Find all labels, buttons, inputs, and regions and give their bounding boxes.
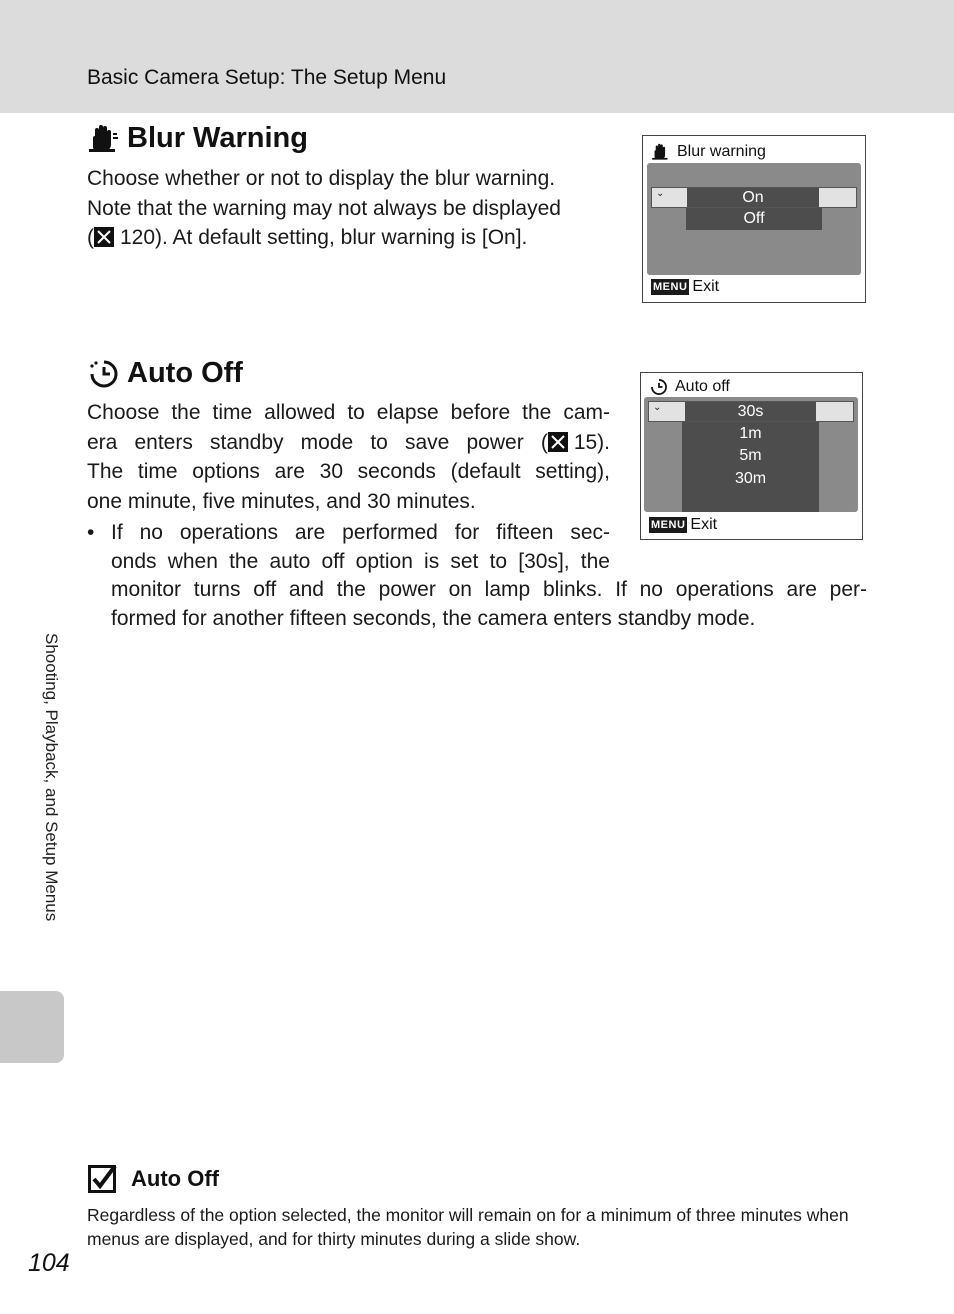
bullet-line-2: onds when the auto off option is set to [30s], the <box>111 549 610 573</box>
bullet-dot: • <box>87 521 95 544</box>
checkmark-note-icon <box>87 1164 117 1194</box>
blur-warning-description <box>87 164 610 253</box>
option-off[interactable]: Off <box>743 210 765 227</box>
timer-icon <box>87 359 121 389</box>
auto-off-line-2: era enters standby mode to save power ( 15). <box>87 430 610 454</box>
blur-warning-line-2: Note that the warning may not always be displayed <box>87 196 561 220</box>
auto-off-line-4: one minute, five minutes, and 30 minutes. <box>87 489 476 513</box>
hand-shake-icon <box>651 143 671 161</box>
note-text: Regardless of the option selected, the monitor will remain on for a minimum of three minutes when menus are displayed, and for thirty minutes during a slide show. <box>87 1205 849 1249</box>
page-reference-icon <box>548 431 568 451</box>
option-1m[interactable]: 1m <box>739 425 762 442</box>
chevron-down-icon: ⌄ <box>656 188 665 199</box>
option-30s[interactable]: 30s <box>685 402 816 421</box>
chevron-down-icon: ⌄ <box>653 402 662 413</box>
blur-warning-title: Blur Warning <box>127 122 308 154</box>
page-reference-icon <box>94 226 114 246</box>
option-30m[interactable]: 30m <box>734 470 767 487</box>
side-tab <box>0 991 64 1063</box>
option-5m[interactable]: 5m <box>739 447 762 464</box>
selected-option-bar[interactable] <box>651 187 857 208</box>
blur-warning-heading <box>87 122 308 155</box>
auto-off-screen <box>640 372 863 540</box>
auto-off-line-3: The time options are 30 seconds (default setting), <box>87 460 610 483</box>
exit-hint: MENU Exit <box>651 516 718 533</box>
header-band <box>0 0 954 113</box>
blur-warning-screen <box>642 135 866 303</box>
blur-warning-screen-title: Blur warning <box>651 143 766 161</box>
auto-off-screen-title: Auto off <box>649 378 730 396</box>
auto-off-description <box>87 398 610 516</box>
note-title: Auto Off <box>131 1166 219 1191</box>
bullet-line-1: If no operations are performed for fifteen sec- <box>111 521 610 544</box>
hand-shake-icon <box>87 124 121 154</box>
auto-off-title: Auto Off <box>127 357 243 389</box>
bullet-line-3: monitor turns off and the power on lamp blinks. If no operations are per- <box>111 578 867 601</box>
exit-hint: MENU Exit <box>653 278 720 295</box>
menu-button-icon: MENU <box>651 519 686 531</box>
menu-button-icon: MENU <box>653 281 688 293</box>
side-tab-label: Shooting, Playback, and Setup Menus <box>42 633 61 922</box>
timer-icon <box>649 378 669 396</box>
blur-warning-line-3: ( 120). At default setting, blur warning is [On]. <box>87 226 528 249</box>
selected-option-bar[interactable] <box>648 401 854 422</box>
auto-off-line-1: Choose the time allowed to elapse before the cam- <box>87 401 610 424</box>
blur-warning-line-1: Choose whether or not to display the blur warning. <box>87 167 556 190</box>
bullet-line-4: formed for another fifteen seconds, the camera enters standby mode. <box>111 606 756 630</box>
page-number: 104 <box>28 1249 70 1277</box>
auto-off-heading <box>87 357 243 390</box>
option-on[interactable]: On <box>687 188 819 207</box>
page-header-title: Basic Camera Setup: The Setup Menu <box>87 66 447 89</box>
